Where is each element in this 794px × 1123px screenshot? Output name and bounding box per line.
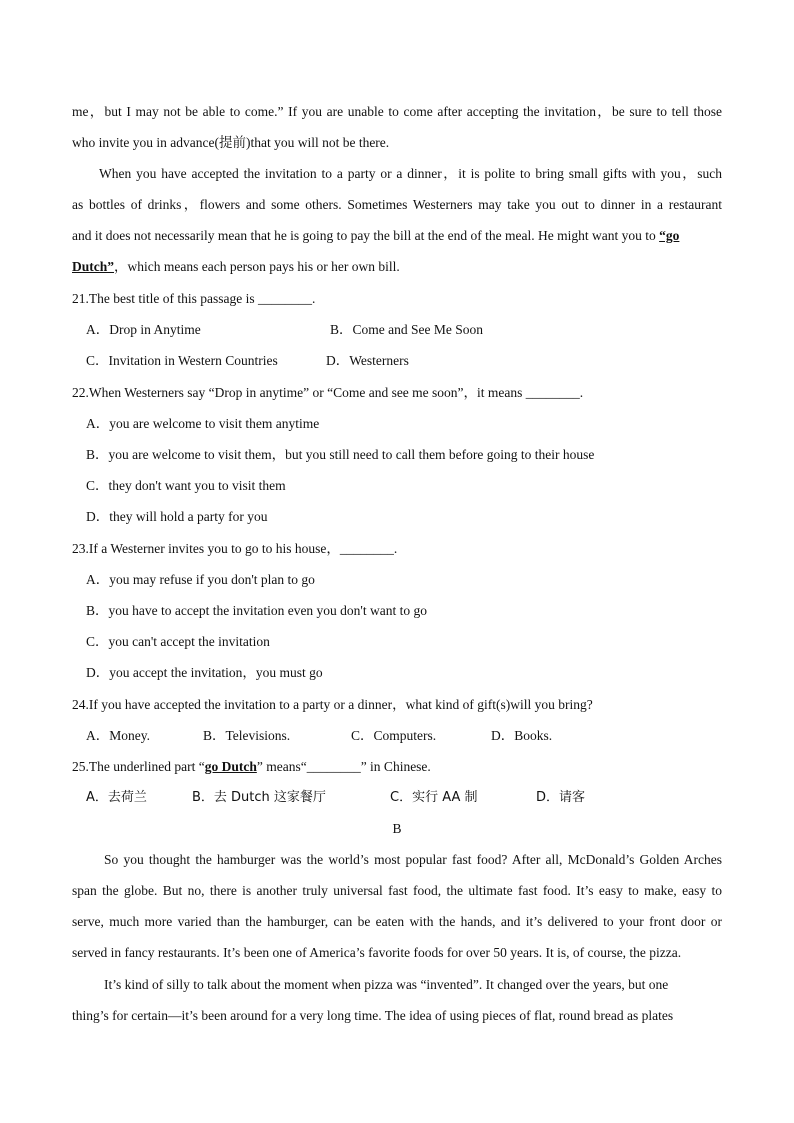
q25-option-b[interactable]: B．去 Dutch 这家餐厅 (192, 790, 326, 805)
q23-option-b[interactable]: B．you have to accept the invitation even you don't want to go (86, 603, 427, 618)
q24-option-c[interactable]: C．Computers. (351, 728, 437, 743)
section-b-p1-line-3: serve, much more varied than the hamburger, can be eaten with the hands, and it’s delivered to your front door or (72, 914, 722, 929)
q25-stem-start: 25.The underlined part “ (72, 759, 205, 774)
passage-a-line-6-text: ，which means each person pays his or her own bill. (114, 259, 400, 274)
go-dutch-underline-end: Dutch” (72, 259, 115, 274)
section-b-p1-line-1: So you thought the hamburger was the world’s most popular fast food? After all, McDonald’s Golden Arches (104, 852, 722, 867)
passage-a-line-5 (72, 227, 722, 245)
q25-go-dutch: go Dutch (204, 759, 257, 774)
passage-a-line-6 (72, 258, 722, 276)
q25-option-a[interactable]: A．去荷兰 (86, 790, 147, 805)
q24-stem: 24.If you have accepted the invitation to a party or a dinner，what kind of gift(s)will you bring? (72, 697, 593, 712)
q24-option-a[interactable]: A．Money. (86, 728, 150, 743)
q23-option-c[interactable]: C．you can't accept the invitation (86, 634, 270, 649)
q22-stem: 22.When Westerners say “Drop in anytime” or “Come and see me soon”，it means ________. (72, 385, 584, 400)
q22-option-a[interactable]: A．you are welcome to visit them anytime (86, 416, 320, 431)
passage-a-line-3: When you have accepted the invitation to a party or a dinner，it is polite to bring small gifts with you，such (99, 166, 722, 181)
section-b-p2-line-2: thing’s for certain—it’s been around for a very long time. The idea of using pieces of flat, round bread as plates (72, 1008, 674, 1023)
q21-option-c[interactable]: C．Invitation in Western Countries (86, 353, 278, 368)
q22-option-d[interactable]: D．they will hold a party for you (86, 509, 268, 524)
passage-a-line-5-text: and it does not necessarily mean that he is going to pay the bill at the end of the meal. He might want you to (72, 228, 660, 243)
q23-option-d[interactable]: D．you accept the invitation，you must go (86, 665, 323, 680)
q25-stem-end: ” means“________” in Chinese. (256, 759, 431, 774)
passage-a-line-4: as bottles of drinks，flowers and some others. Sometimes Westerners may take you out to dinner in a restaurant (72, 197, 722, 212)
section-b-p2-line-1: It’s kind of silly to talk about the moment when pizza was “invented”. It changed over the years, but one (104, 977, 669, 992)
q25-option-c[interactable]: C．实行 AA 制 (390, 790, 478, 805)
q25-stem (72, 758, 722, 776)
q21-option-d[interactable]: D．Westerners (326, 353, 409, 368)
q21-stem: 21.The best title of this passage is ________. (72, 291, 316, 306)
section-b-p1-line-4: served in fancy restaurants. It’s been one of America’s favorite foods for over 50 years. It is, of course, the pizza. (72, 945, 682, 960)
q21-option-b[interactable]: B．Come and See Me Soon (330, 322, 483, 337)
q24-option-d[interactable]: D．Books. (491, 728, 553, 743)
q22-option-c[interactable]: C．they don't want you to visit them (86, 478, 286, 493)
q23-stem: 23.If a Westerner invites you to go to his house，________. (72, 541, 398, 556)
q24-option-b[interactable]: B．Televisions. (203, 728, 291, 743)
section-b-p1-line-2: span the globe. But no, there is another truly universal fast food, the ultimate fast food. It’s easy to make, easy to (72, 883, 722, 898)
q23-option-a[interactable]: A．you may refuse if you don't plan to go (86, 572, 315, 587)
q22-option-b[interactable]: B．you are welcome to visit them，but you still need to call them before going to their house (86, 447, 595, 462)
passage-a-line-2: who invite you in advance(提前)that you will not be there. (72, 135, 390, 150)
section-b-heading: B (392, 821, 402, 836)
passage-a-line-1: me，but I may not be able to come.” If you are unable to come after accepting the invitation，be sure to tell those (72, 104, 722, 119)
q21-option-a[interactable]: A．Drop in Anytime (86, 322, 201, 337)
go-dutch-underline-start: “go (659, 228, 680, 243)
q25-option-d[interactable]: D．请客 (536, 790, 586, 805)
